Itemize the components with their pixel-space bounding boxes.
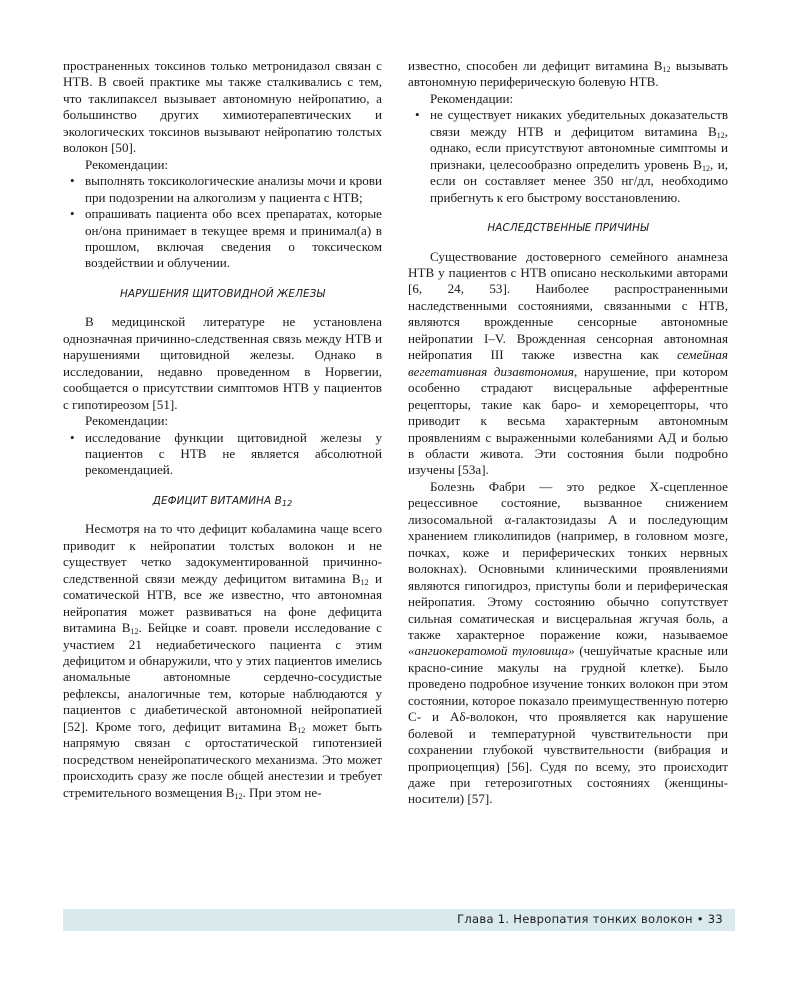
text-run: , и, если он составляет менее 350 нг/дл, необходимо прибегнуть к его быстрому восстановлению. <box>430 156 728 205</box>
text-run: не существует никаких убедительных доказательств связи между НТВ и дефицитом витамина B <box>430 107 728 139</box>
recommendations-list <box>63 173 382 272</box>
paragraph-fabry <box>408 479 728 808</box>
paragraph-hereditary <box>408 249 728 479</box>
subscript: 12 <box>281 498 293 508</box>
left-column <box>63 58 382 801</box>
section-heading-hereditary: НАСЛЕДСТВЕННЫЕ ПРИЧИНЫ <box>487 222 649 235</box>
paragraph-thyroid: В медицинской литературе не установлена однозначная причинно-следственная связь между НТВ и нарушениями щитовидной железы. Однако в исследовании, недавно проведенном в Норвегии, сообщается о присутствии симптомов НТВ у пациентов с гипотиреозом [51]. <box>63 314 382 412</box>
list-item: • выполнять токсикологические анализы мочи и крови при подозрении на алкоголизм у пациента с НТВ; <box>63 173 382 206</box>
text-run: Существование достоверного семейного анамнеза НТВ у пациентов с НТВ описано несколькими авторами [6, 24, 53]. Наиболее распространенными наследственными состояниями, связанными с НТВ, являются врожденные сенсорные автономные нейропатии I–V. Врожденная сенсорная автономная нейропатия III также известна как <box>408 248 728 363</box>
list-item <box>408 107 728 206</box>
paragraph-b12 <box>63 521 382 801</box>
recommendations-list <box>63 430 382 479</box>
recommendations-label: Рекомендации: <box>85 156 169 172</box>
section-heading-thyroid: НАРУШЕНИЯ ЩИТОВИДНОЙ ЖЕЛЕЗЫ <box>119 287 326 300</box>
subscript: 12 <box>716 130 725 140</box>
text-run: Болезнь Фабри — это редкое X-сцепленное рецессивное состояние, вызванное снижением лизосомальной α-галактозидазы А и последующим хранением гликолипидов (например, в головном мозге, почках, коже и периферических тонких нервных волокнах). Основными клиническими проявлениями являются гипогидроз, приступы боли и периферическая нейропатия. Этому состоянию обычно сопутствует сильная соматическая и висцеральная жгучая боль, а также характерное поражение кожи, называемое <box>408 478 728 642</box>
text-run: (чешуйчатые красные или красно-синие макулы на грудной клетке). Было проведено подробное изучение тонких волокон при этом состоянии, которое показало преимущественную потерю С- и Аδ-волокон, что проявляется как нарушение болевой и температурной чувствительности при сохранении глубокой чувствительности (вибрация и проприоцепция) [56]. Судя по всему, это происходит даже при гетерозиготных состояниях (женщины-носители) [57]. <box>408 643 728 807</box>
right-column <box>408 58 728 808</box>
subscript: 12 <box>297 725 306 735</box>
emphasis: «ангиокератомой туловища» <box>408 643 575 659</box>
subscript: 12 <box>234 791 243 801</box>
text-run: , однако, если присутствуют автономные симптомы и признаки, целесообразно определить уровень B <box>430 123 728 172</box>
text-run: . Бейцке и соавт. провели исследование с участием 21 недиабетического пациента с этим дефицитом и обнаружили, что у этих пациентов имелись аномальные автономные сердечно-сосудистые рефлексы, аналогичные тем, которые наблюдаются у пациентов с диабетической автономной нейропатией [52]. Кроме того, дефицит витамина B <box>63 620 382 734</box>
text-run: может быть напрямую связан с ортостатической гипотензией посредством ненейропатического механизма. Это может происходить сразу же после общей анестезии и требует стремительного возмещения B <box>63 718 382 800</box>
text-run: , нарушение, при котором особенно страдают висцеральные афферентные рецепторы, такие как баро- и хеморецепторы, что приводит к весьма характерным автономным проявлениям с выраженными колебаниями АД и болью в области живота. Эти состояния были подробно изучены [53a]. <box>408 363 728 478</box>
text-run: . При этом не- <box>242 784 322 800</box>
text-run: Несмотря на то что дефицит кобаламина чаще всего приводит к нейропатии толстых волокон и не существует четко задокументированной причинно-следственной связи между дефицитом витамина B <box>63 521 382 586</box>
subscript: 12 <box>701 163 710 173</box>
text-run: и соматической НТВ, все же известно, что автономная нейропатия может развиваться на фоне дефицита витамина B <box>63 570 383 636</box>
paragraph-toxins: пространенных токсинов только метронидазол связан с НТВ. В своей практике мы также сталкивались с тем, что таклипаксел вызывает автономную нейропатию, а большинство других химиотерапевтических и экологических токсинов вызывают нейропатию толстых волокон [50]. <box>63 58 382 156</box>
list-item: • опрашивать пациента обо всех препаратах, которые он/она принимает в текущее время и принимал(а) в прошлом, включая сведения о токсическом воздействии и облучении. <box>63 206 382 272</box>
subscript: 12 <box>662 65 671 74</box>
subscript: 12 <box>130 627 139 637</box>
subscript: 12 <box>360 577 369 587</box>
list-item: • исследование функции щитовидной железы у пациентов с НТВ не является абсолютной рекомендацией. <box>63 430 382 479</box>
emphasis: семейная вегетативная дизавтономия <box>408 347 728 379</box>
section-heading-b12 <box>63 493 382 509</box>
recommendations-list <box>408 107 728 206</box>
paragraph-b12-continued <box>408 58 728 91</box>
recommendations-label: Рекомендации: <box>85 413 169 429</box>
heading-text: ДЕФИЦИТ ВИТАМИНА B <box>152 494 282 507</box>
text-run: известно, способен ли дефицит витамина B <box>408 58 663 73</box>
text-run: вызывать автономную периферическую болевую НТВ. <box>408 58 728 90</box>
recommendations-label: Рекомендации: <box>430 90 514 106</box>
running-footer: Глава 1. Невропатия тонких волокон • 33 <box>457 912 723 926</box>
page-footer <box>63 909 735 931</box>
